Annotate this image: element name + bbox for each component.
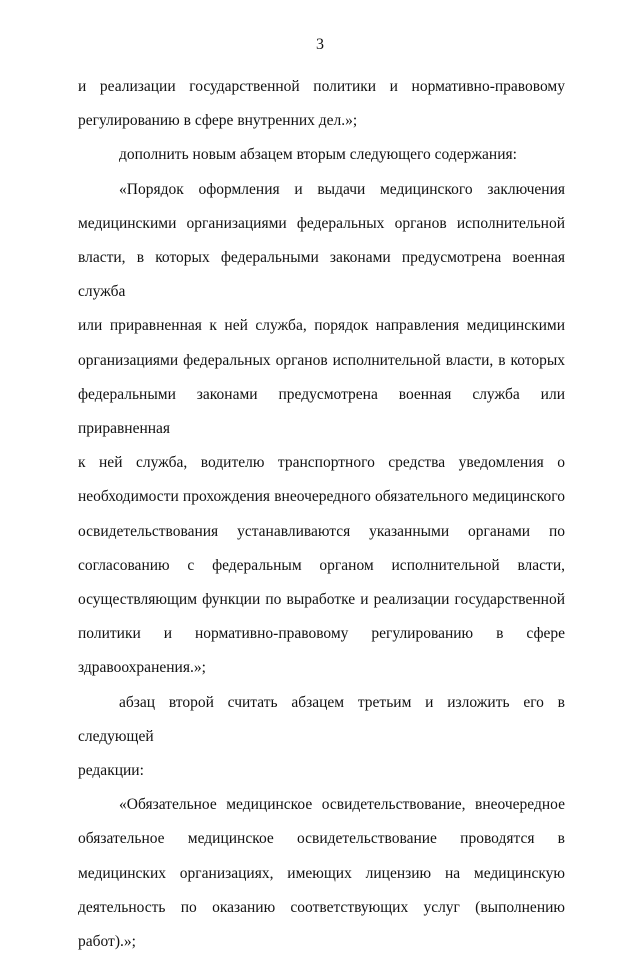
text-line: редакции: <box>78 762 144 780</box>
document-body <box>78 70 565 959</box>
text-line: обязательное медицинское освидетельствование проводятся в <box>78 830 565 848</box>
text-line: к ней служба, водителю транспортного средства уведомления о <box>78 454 565 472</box>
page-number: 3 <box>316 36 324 53</box>
paragraph-2 <box>78 138 565 172</box>
text-line: организациями федеральных органов исполнительной власти, в которых <box>78 351 565 369</box>
text-line: осуществляющим функции по выработке и реализации государственной <box>78 591 565 609</box>
text-line: освидетельствования устанавливаются указанными органами по <box>78 522 565 540</box>
text-line: медицинских организациях, имеющих лицензию на медицинскую <box>78 864 565 882</box>
text-line: медицинскими организациями федеральных органов исполнительной <box>78 214 565 232</box>
paragraph-1 <box>78 70 565 138</box>
text-line: регулированию в сфере внутренних дел.»; <box>78 112 358 130</box>
text-line: абзац второй считать абзацем третьим и изложить его в следующей <box>78 693 565 745</box>
text-line: и реализации государственной политики и нормативно-правовому <box>78 78 565 95</box>
paragraph-5 <box>78 788 565 959</box>
text-line: необходимости прохождения внеочередного обязательного медицинского <box>78 488 565 506</box>
paragraph-4 <box>78 686 565 789</box>
text-line: политики и нормативно-правовому регулированию в сфере <box>78 625 565 643</box>
text-line: власти, в которых федеральными законами предусмотрена военная служба <box>78 249 565 301</box>
text-line: дополнить новым абзацем вторым следующего содержания: <box>119 146 517 164</box>
text-line: согласованию с федеральным органом исполнительной власти, <box>78 556 565 574</box>
text-line: здравоохранения.»; <box>78 659 206 677</box>
text-line: или приравненная к ней служба, порядок направления медицинскими <box>78 317 565 335</box>
text-line: «Обязательное медицинское освидетельствование, внеочередное <box>119 796 565 814</box>
paragraph-3 <box>78 173 565 686</box>
text-line: деятельность по оказанию соответствующих услуг (выполнению работ).»; <box>78 898 565 951</box>
text-line: федеральными законами предусмотрена военная служба или приравненная <box>78 385 565 438</box>
text-line: «Порядок оформления и выдачи медицинского заключения <box>119 180 565 198</box>
